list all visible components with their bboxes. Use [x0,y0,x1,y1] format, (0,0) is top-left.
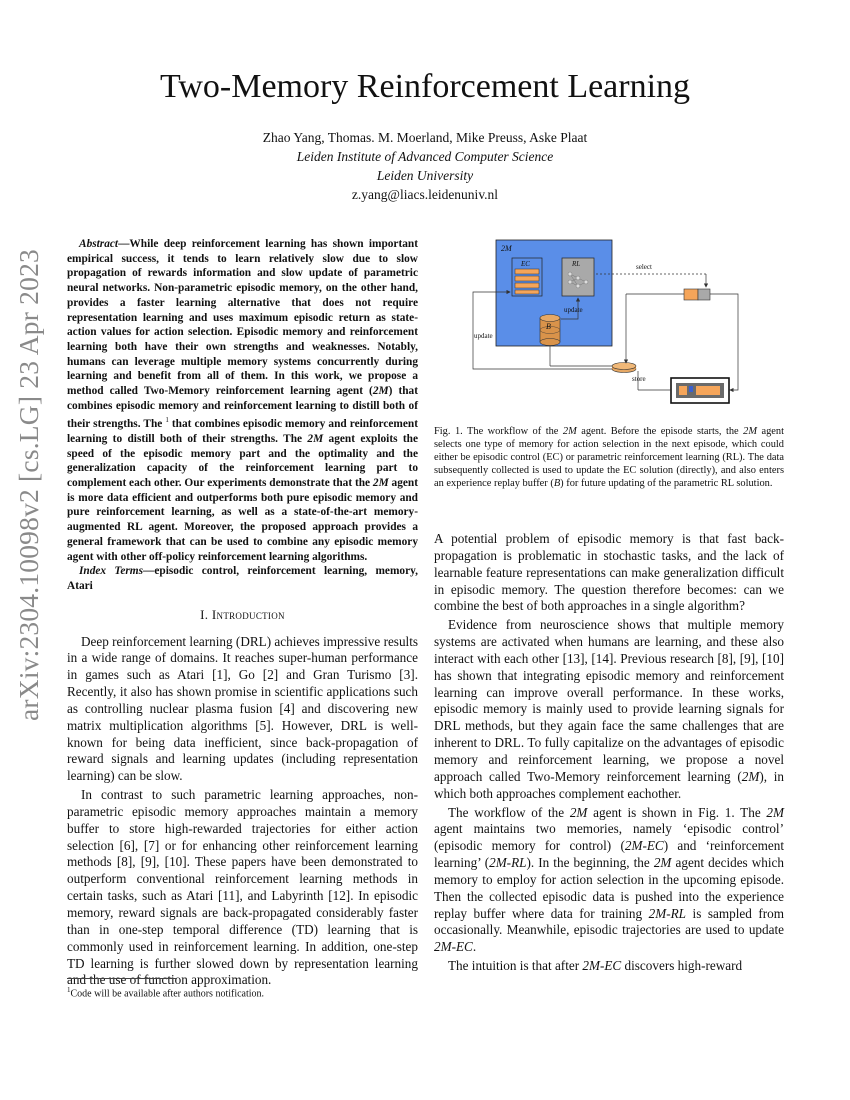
outer-update-label: update [474,332,493,340]
store-node [612,363,636,373]
author-block [0,128,850,204]
agent-label: 2M [501,244,512,253]
ec-label: EC [521,260,530,268]
author-email: z.yang@liacs.leidenuniv.nl [351,187,499,202]
right-paragraph-1: A potential problem of episodic memory is that fast back-propagation is problematic in stochastic tasks, and the lack of learnable feature representations can make generalization difficult in episodic memory. The question therefore becomes: can we combine the best of both approaches in a single algorithm? [434,531,784,614]
author-names: Zhao Yang, Thomas. M. Moerland, Mike Preuss, Aske Plaat [262,130,588,145]
buffer-label: B [546,322,551,331]
arxiv-sidebar [3,249,55,721]
footnote-mark: 1 [165,416,169,425]
arxiv-identifier: arXiv:2304.10098v2 [cs.LG] 23 Apr 2023 [13,249,44,721]
rl-label: RL [572,260,581,268]
ec-memory-slot [515,283,539,288]
abstract: Abstract—While deep reinforcement learning has shown important empirical success, it tends to learn relatively slow due to slow propagation of rewards information and slow update of parametric neural networks. Non-parametric episodic memory, on the other hand, provides a faster learning alternative that does not require representation learning and uses maximum episodic return as state-action values for action selection. Episodic memory and reinforcement learning both have their own strengths and weaknesses. Notably, humans can leverage multiple memory systems concurrently during learning and benefit from all of them. In this work, we propose a method called Two-Memory reinforcement learning agent (2M) that combines episodic memory and reinforcement learning to distill both of their strengths. The $^1$ that combines episodic memory and reinforcement learning to distill both of their strengths. The 2M agent exploits the speed of the episodic memory part and the optimality and the generalization capacity of the reinforcement learning part to complement each other. Our experiments demonstrate that the 2M agent is more data efficient and outperforms both pure episodic memory and pure reinforcement learning, as well as a state-of-the-art memory-augmented RL agent. Moreover, the proposed approach provides a general framework that can be used to combine any episodic memory agent with other off-policy reinforcement learning algorithms. [67,238,418,563]
intro-paragraph-1: Deep reinforcement learning (DRL) achieves impressive results in a wide range of domains. It reaches super-human performance in games such as Atari [1], Go [2] and Gran Turismo [3]. Recently, it also has shown promise in scientific applications such as controlling nuclear plasma fusion [4] and discovering new matrix multiplication algorithms [5]. However, DRL is well-known for being data inefficient, since back-propagation of reward signals and learning updates (including representation learning) can be slow. [67,633,418,784]
ec-memory-slot [515,276,539,281]
inner-update-label: update [564,306,583,314]
figure-caption: Fig. 1. The workflow of the 2M agent. Before the episode starts, the 2M agent selects one type of memory for action selection in the next episode, which could either be episodic control (EC) or parametric reinforcement learning (RL). The data subsequently collected is used to update the EC solution (directly), and also enters an experience replay buffer (B) for future updating of the parametric RL solution. [434,426,784,489]
paper-title: Two-Memory Reinforcement Learning [159,68,691,105]
ec-memory-slot [515,290,539,294]
right-paragraph-4: The intuition is that after 2M-EC discovers high-reward [448,958,743,974]
footnote: $^1$Code will be available after authors notification. [67,986,265,1000]
footnote-divider [67,978,177,979]
workflow-figure [466,238,756,408]
left-column [67,237,418,989]
abstract-label: Abstract [79,238,119,250]
select-label: select [636,263,652,271]
right-paragraph-2: Evidence from neuroscience shows that multiple memory systems are activated when humans are learning, and these also interact with each other [13], [14]. Previous research [8], [9], [10] has shown that integrating episodic memory and reinforcement learning can improve overall performance. In these works, episodic memory is mainly used to provide learning signals for DRL methods, but they again face the same challenges that are inherent to DRL. To fully capitalize on the advantages of episodic memory and reinforcement learning, we propose a novel approach called Two-Memory reinforcement learning (2M), in which both approaches complement eachother. [434,617,785,801]
author-university: Leiden University [376,168,474,183]
right-paragraph-3: The workflow of the 2M agent is shown in Fig. 1. The 2M agent maintains two memories, namely ‘episodic control’ (episodic memory for control) (2M-EC) and ‘reinforcement learning’ (2M-RL). In the beginning, the 2M agent decides which memory to employ for action selection in the upcoming episode. Then the collected episodic data is pushed into the experience replay buffer where data for training 2M-RL is sampled from occasionally. Meanwhile, episodic trajectories are used to update 2M-EC. [434,804,785,955]
index-terms: Index Terms—episodic control, reinforcement learning, memory, Atari [67,565,418,592]
store-label: store [632,375,646,383]
author-institute: Leiden Institute of Advanced Computer Science [296,149,554,164]
intro-paragraph-2: In contrast to such parametric learning approaches, non-parametric episodic memory approaches maintain a memory buffer to store high-rewarded trajectories for either action selection [6], [7] or for enhancing other reinforcement learning methods [8], [9], [10]. These papers have been demonstrated to outperform conventional reinforcement learning methods in certain tasks, such as Atari [11], and Labyrinth [12]. In episodic memory, reward signals are back-propagated considerably faster than in one-step temporal difference (TD) learning that is commonly used in reinforcement learning. In addition, one-step TD learning is further slowed down by representation learning and the use of function approximation. [67,787,418,988]
ec-memory-slot [515,269,539,274]
right-column [434,531,784,975]
environment-icon [671,378,729,403]
section-heading-introduction: I. Introduction [200,606,285,622]
memory-selector [684,289,710,300]
